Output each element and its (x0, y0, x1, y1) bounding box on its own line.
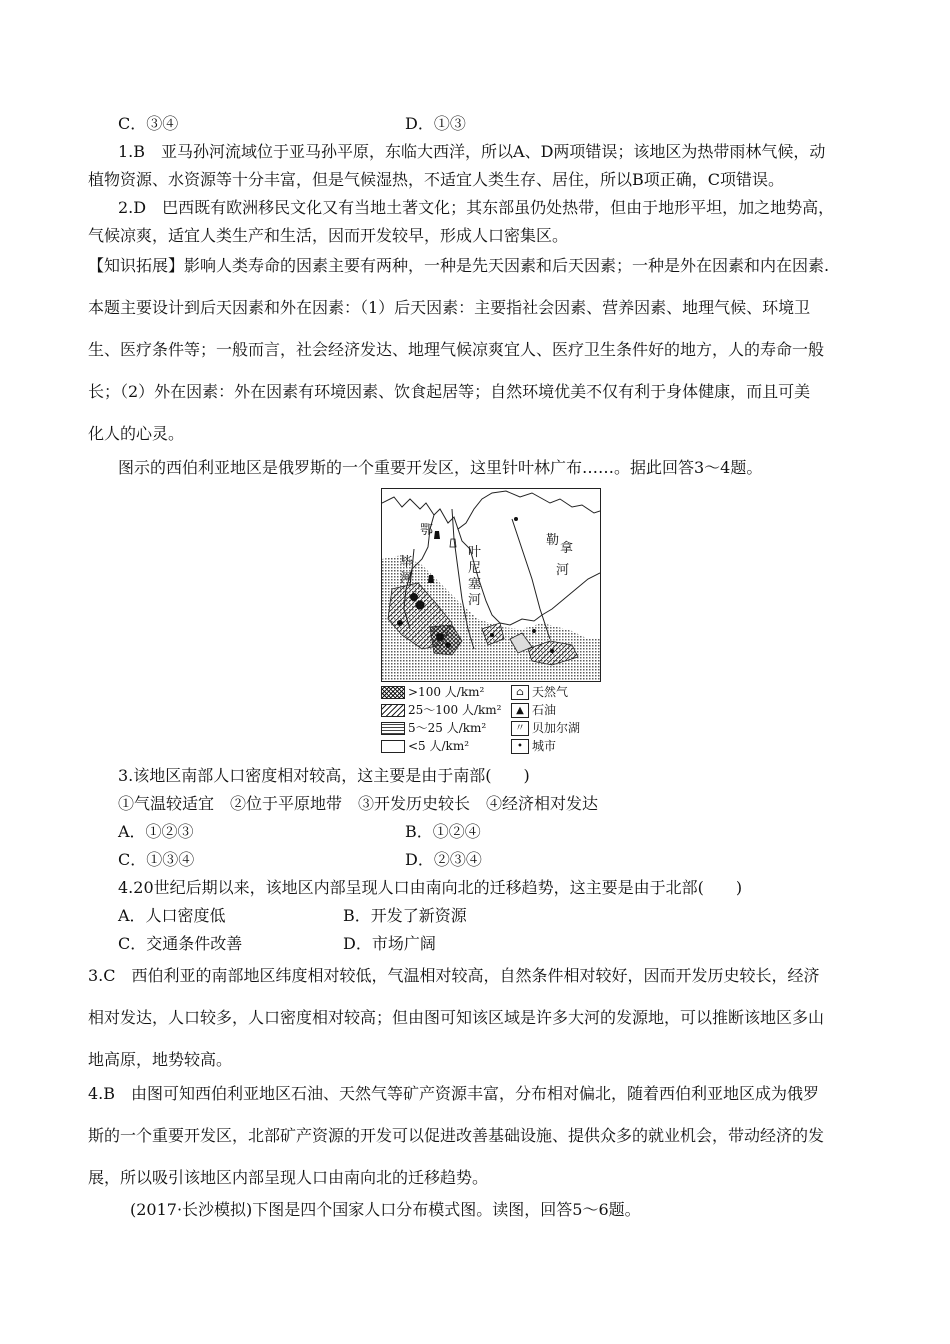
answer-1-line-2: 植物资源、水资源等十分丰富，但是气候湿热，不适宜人类生存、居住，所以B项正确，C项错误。 (88, 170, 785, 189)
q3-option-c: C．①③④ (118, 850, 195, 869)
extension-line: 【知识拓展】影响人类寿命的因素主要有两种，一种是先天因素和后天因素；一种是外在因素和内在因素. (88, 256, 830, 275)
legend-swatch-high (381, 686, 405, 699)
q3-option-b: B．①②④ (405, 822, 481, 841)
city-icon: • (511, 739, 529, 754)
q4-option-b: B．开发了新资源 (343, 906, 467, 925)
map-label-na: 拿 (560, 541, 574, 556)
legend-item: 25～100 人/km² (381, 702, 502, 718)
q3-stem: 3.该地区南部人口密度相对较高，这主要是由于南部( ) (118, 766, 530, 785)
oil-icon: ▲ (511, 703, 529, 718)
map-label-ye: 叶 (468, 545, 482, 560)
q4-option-a: A．人口密度低 (118, 906, 226, 925)
extension-line: 化人的心灵。 (88, 424, 185, 443)
legend-item: >100 人/km² (381, 684, 484, 700)
map-label-he3: 河 (556, 563, 570, 578)
q3-option-a: A．①②③ (118, 822, 194, 841)
map-label-ni: 尼 (468, 561, 482, 576)
q4-option-c: C．交通条件改善 (118, 934, 243, 953)
legend-swatch-low (381, 722, 405, 735)
answer-1-line-1: 1.B 亚马孙河流域位于亚马孙平原，东临大西洋，所以A、D两项错误；该地区为热带雨林气候，动 (118, 142, 826, 161)
q4-option-d: D．市场广阔 (343, 934, 436, 953)
answer-3-line: 3.C 西伯利亚的南部地区纬度相对较低，气温相对较高，自然条件相对较好，因而开发历史较长，经济 (88, 966, 820, 985)
option-c: C．③④ (118, 114, 179, 133)
siberia-map (381, 488, 601, 682)
legend-swatch-sparse (381, 740, 405, 753)
map-label-bi: 毕 (400, 555, 414, 570)
lake-icon: 〃 (511, 721, 529, 736)
answer-4-line: 4.B 由图可知西伯利亚地区石油、天然气等矿产资源丰富，分布相对偏北，随着西伯利亚地区成为俄罗 (88, 1084, 820, 1103)
gas-icon: ⌂ (511, 685, 529, 700)
option-d: D．①③ (405, 114, 466, 133)
answer-2-line-2: 气候凉爽，适宜人类生产和生活，因而开发较早，形成人口密集区。 (88, 226, 569, 245)
map-label-sai: 塞 (468, 577, 482, 592)
map-label-he2: 河 (468, 593, 482, 608)
map-label-e: 鄂 (420, 523, 434, 538)
map-label-he1: 河 (400, 571, 414, 586)
answer-4-line: 展，所以吸引该地区内部呈现人口由南向北的迁移趋势。 (88, 1168, 489, 1187)
map-legend (381, 684, 601, 756)
extension-line: 长；（2）外在因素：外在因素有环境因素、饮食起居等；自然环境优美不仅有利于身体健康，而且可美 (88, 382, 811, 401)
extension-line: 本题主要设计到后天因素和外在因素：（1）后天因素：主要指社会因素、营养因素、地理气候、环境卫 (88, 298, 811, 317)
q4-stem: 4.20世纪后期以来，该地区内部呈现人口由南向北的迁移趋势，这主要是由于北部( ) (118, 878, 743, 897)
next-intro: (2017·长沙模拟)下图是四个国家人口分布模式图。读图，回答5～6题。 (130, 1200, 641, 1219)
legend-item: • 城市 (511, 738, 556, 754)
map-svg (382, 489, 600, 681)
answer-2-line-1: 2.D 巴西既有欧洲移民文化又有当地土著文化；其东部虽仍处热带，但由于地形平坦，加之地势高， (118, 198, 835, 217)
legend-item: 〃 贝加尔湖 (511, 720, 580, 736)
legend-swatch-medium (381, 704, 405, 717)
answer-4-line: 斯的一个重要开发区，北部矿产资源的开发可以促进改善基础设施、提供众多的就业机会，带动经济的发 (88, 1126, 825, 1145)
map-label-le: 勒 (546, 533, 560, 548)
legend-item: ⌂ 天然气 (511, 684, 568, 700)
answer-3-line: 地高原，地势较高。 (88, 1050, 233, 1069)
q3-items: ①气温较适宜 ②位于平原地带 ③开发历史较长 ④经济相对发达 (118, 794, 599, 813)
map-intro: 图示的西伯利亚地区是俄罗斯的一个重要开发区，这里针叶林广布……。据此回答3～4题。 (118, 458, 763, 477)
legend-item: <5 人/km² (381, 738, 469, 754)
answer-3-line: 相对发达，人口较多，人口密度相对较高；但由图可知该区域是许多大河的发源地，可以推断该地区多山 (88, 1008, 825, 1027)
legend-item: 5～25 人/km² (381, 720, 486, 736)
extension-line: 生、医疗条件等；一般而言，社会经济发达、地理气候凉爽宜人、医疗卫生条件好的地方，人的寿命一般 (88, 340, 825, 359)
q3-option-d: D．②③④ (405, 850, 482, 869)
legend-item: ▲ 石油 (511, 702, 556, 718)
